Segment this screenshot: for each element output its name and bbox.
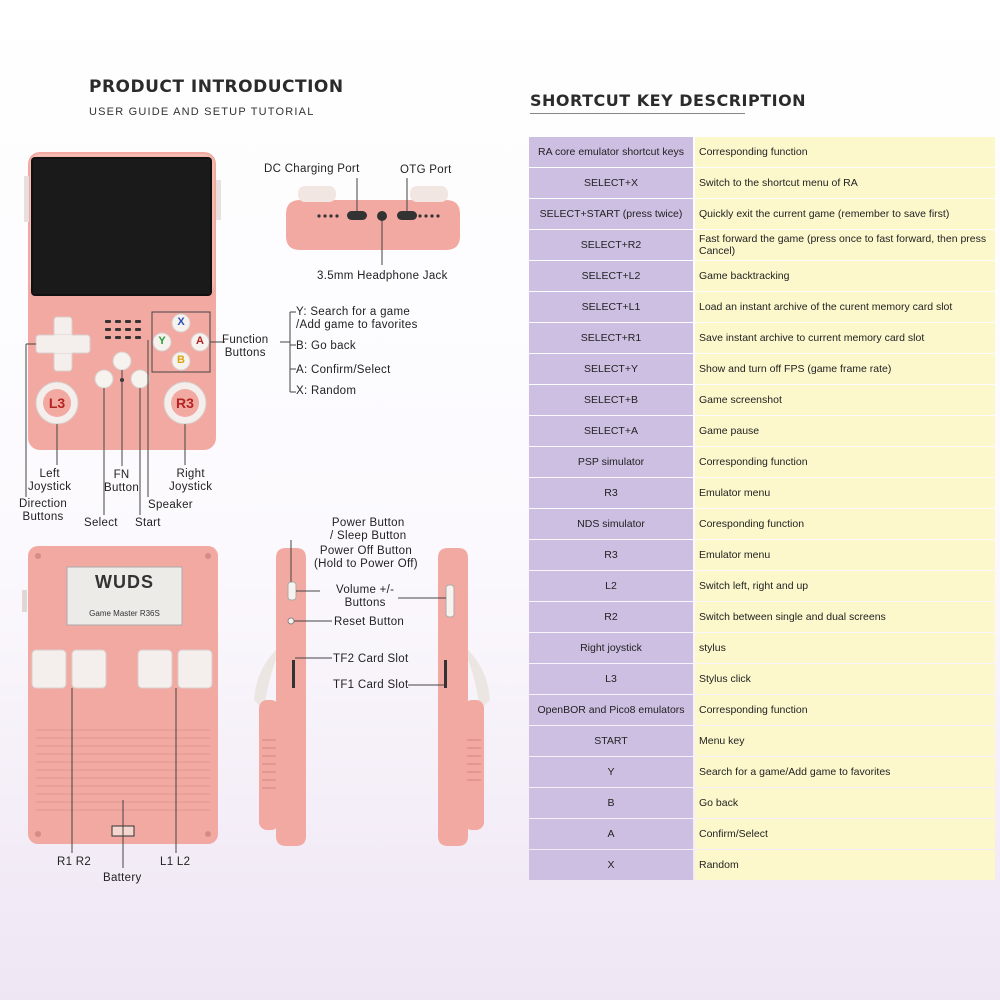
shortcut-function-cell: Coresponding function xyxy=(695,509,995,539)
shortcut-function-cell: stylus xyxy=(695,633,995,663)
shortcut-key-cell: SELECT+L2 xyxy=(529,261,693,291)
tf1-label: TF1 Card Slot xyxy=(333,679,409,691)
shortcut-key-cell: SELECT+A xyxy=(529,416,693,446)
shortcut-function-cell: Menu key xyxy=(695,726,995,756)
table-row xyxy=(529,602,995,632)
shortcut-key-cell: NDS simulator xyxy=(529,509,693,539)
shortcut-key-cell: R3 xyxy=(529,478,693,508)
table-row xyxy=(529,509,995,539)
r3-label: R3 xyxy=(176,395,194,411)
speaker-label: Speaker xyxy=(148,499,193,511)
battery-label: Battery xyxy=(103,872,142,884)
a-function-label: A: Confirm/Select xyxy=(296,364,391,376)
power-button-label: Power Button / Sleep Button xyxy=(330,517,407,542)
shortcut-function-cell: Switch to the shortcut menu of RA xyxy=(695,168,995,198)
shortcut-function-cell: Switch between single and dual screens xyxy=(695,602,995,632)
shortcut-function-cell: Random xyxy=(695,850,995,880)
table-row xyxy=(529,478,995,508)
headphone-label: 3.5mm Headphone Jack xyxy=(317,270,448,282)
table-row xyxy=(529,385,995,415)
shortcut-key-cell: R2 xyxy=(529,602,693,632)
a-button-label: A xyxy=(196,335,204,347)
shortcut-key-cell: OpenBOR and Pico8 emulators xyxy=(529,695,693,725)
table-row xyxy=(529,168,995,198)
y-function-label: Y: Search for a game /Add game to favorites xyxy=(296,306,418,331)
shortcut-function-cell: Game pause xyxy=(695,416,995,446)
shortcut-key-cell: Y xyxy=(529,757,693,787)
table-row xyxy=(529,726,995,756)
shortcut-function-cell: Emulator menu xyxy=(695,478,995,508)
table-row xyxy=(529,137,995,167)
b-button-label: B xyxy=(177,354,185,366)
volume-label: Volume +/- Buttons xyxy=(336,584,395,609)
table-row xyxy=(529,664,995,694)
r1r2-label: R1 R2 xyxy=(57,856,92,868)
table-row xyxy=(529,819,995,849)
shortcut-key-cell: L2 xyxy=(529,571,693,601)
otg-port-label: OTG Port xyxy=(400,164,452,176)
table-row xyxy=(529,199,995,229)
left-joystick-label: Left Joystick xyxy=(28,468,72,493)
shortcut-key-cell: PSP simulator xyxy=(529,447,693,477)
shortcut-key-cell: R3 xyxy=(529,540,693,570)
shortcut-key-cell: SELECT+B xyxy=(529,385,693,415)
b-function-label: B: Go back xyxy=(296,340,356,352)
table-row xyxy=(529,447,995,477)
x-function-label: X: Random xyxy=(296,385,357,397)
shortcut-function-cell: Save instant archive to current memory card slot xyxy=(695,323,995,353)
table-row xyxy=(529,230,995,260)
l1l2-label: L1 L2 xyxy=(160,856,191,868)
model-label: Game Master R36S xyxy=(89,609,160,618)
shortcut-key-cell: SELECT+R1 xyxy=(529,323,693,353)
table-row xyxy=(529,416,995,446)
function-buttons-label: Function Buttons xyxy=(222,334,269,359)
table-row xyxy=(529,323,995,353)
table-row xyxy=(529,571,995,601)
table-row xyxy=(529,540,995,570)
page-subtitle: USER GUIDE AND SETUP TUTORIAL xyxy=(89,106,315,118)
shortcut-function-cell: Fast forward the game (press once to fast forward, then press Cancel) xyxy=(695,230,995,260)
brand-logo: WUDS xyxy=(95,572,154,592)
x-button-label: X xyxy=(177,316,185,328)
shortcut-key-cell: SELECT+START (press twice) xyxy=(529,199,693,229)
page-title: PRODUCT INTRODUCTION xyxy=(89,77,344,97)
shortcut-function-cell: Game screenshot xyxy=(695,385,995,415)
shortcut-table xyxy=(529,137,995,881)
table-row xyxy=(529,633,995,663)
shortcut-key-cell: X xyxy=(529,850,693,880)
fn-button-label: FN Button xyxy=(104,469,140,494)
shortcut-function-cell: Game backtracking xyxy=(695,261,995,291)
shortcut-key-cell: START xyxy=(529,726,693,756)
shortcut-function-cell: Confirm/Select xyxy=(695,819,995,849)
shortcut-function-cell: Corresponding function xyxy=(695,447,995,477)
direction-buttons-label: Direction Buttons xyxy=(19,498,68,523)
shortcut-key-cell: Right joystick xyxy=(529,633,693,663)
shortcut-key-cell: SELECT+L1 xyxy=(529,292,693,322)
shortcut-key-cell: RA core emulator shortcut keys xyxy=(529,137,693,167)
table-row xyxy=(529,354,995,384)
start-label: Start xyxy=(135,517,161,529)
table-row xyxy=(529,261,995,291)
shortcut-key-cell: L3 xyxy=(529,664,693,694)
l3-label: L3 xyxy=(48,395,66,411)
shortcut-function-cell: Emulator menu xyxy=(695,540,995,570)
shortcut-key-cell: SELECT+X xyxy=(529,168,693,198)
shortcut-key-cell: A xyxy=(529,819,693,849)
shortcut-key-cell: SELECT+Y xyxy=(529,354,693,384)
right-joystick-label: Right Joystick xyxy=(169,468,213,493)
shortcut-key-cell: SELECT+R2 xyxy=(529,230,693,260)
shortcut-key-cell: B xyxy=(529,788,693,818)
shortcut-function-cell: Switch left, right and up xyxy=(695,571,995,601)
shortcut-function-cell: Load an instant archive of the curent memory card slot xyxy=(695,292,995,322)
shortcut-function-cell: Show and turn off FPS (game frame rate) xyxy=(695,354,995,384)
shortcut-function-cell: Search for a game/Add game to favorites xyxy=(695,757,995,787)
shortcut-function-cell: Quickly exit the current game (remember to save first) xyxy=(695,199,995,229)
tf2-label: TF2 Card Slot xyxy=(333,653,409,665)
shortcut-function-cell: Go back xyxy=(695,788,995,818)
select-label: Select xyxy=(84,517,118,529)
shortcut-function-cell: Corresponding function xyxy=(695,695,995,725)
table-row xyxy=(529,757,995,787)
shortcut-function-cell: Corresponding function xyxy=(695,137,995,167)
y-button-label: Y xyxy=(158,335,166,347)
table-row xyxy=(529,850,995,880)
power-off-label: Power Off Button (Hold to Power Off) xyxy=(314,545,418,570)
table-row xyxy=(529,695,995,725)
table-row xyxy=(529,292,995,322)
reset-label: Reset Button xyxy=(334,616,405,628)
dc-port-label: DC Charging Port xyxy=(264,163,360,175)
shortcut-function-cell: Stylus click xyxy=(695,664,995,694)
shortcut-title: SHORTCUT KEY DESCRIPTION xyxy=(530,91,807,110)
table-row xyxy=(529,788,995,818)
